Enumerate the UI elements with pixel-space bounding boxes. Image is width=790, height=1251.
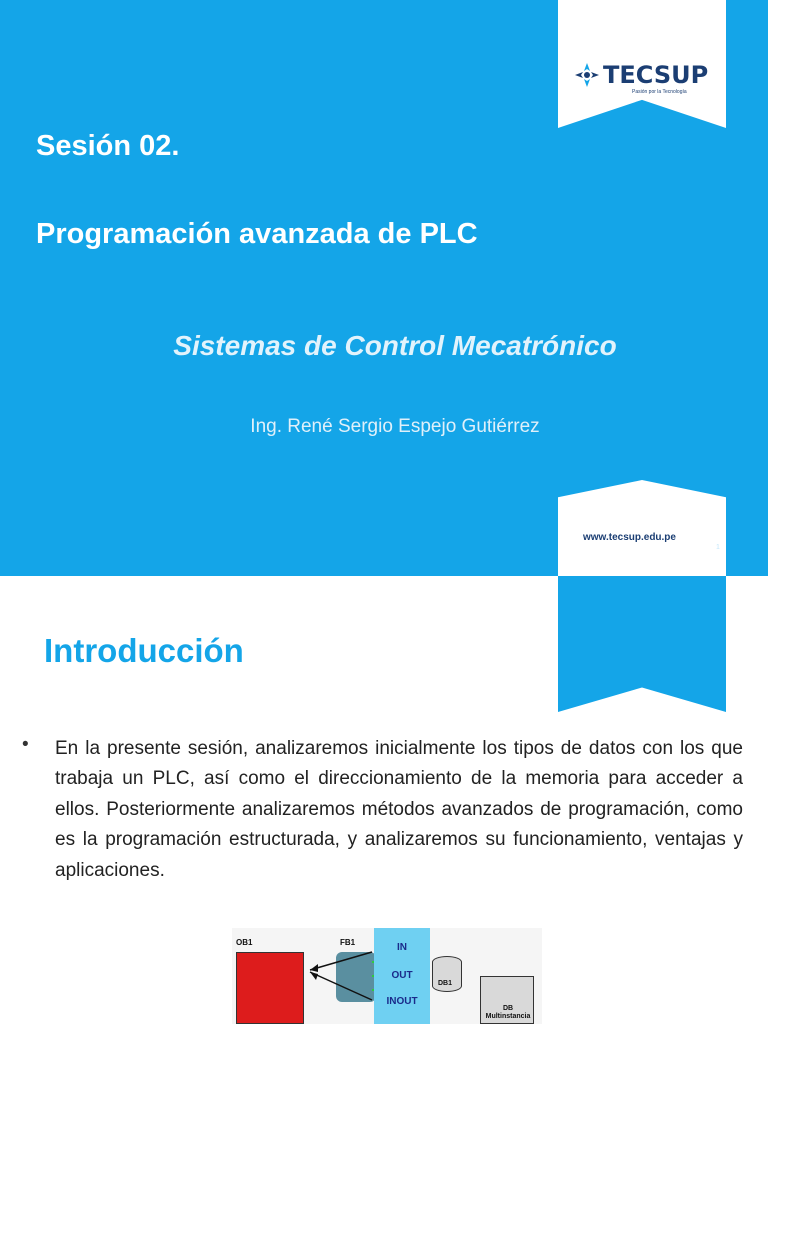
intro-paragraph: En la presente sesión, analizaremos inicialmente los tipos de datos con los que trabaja un PLC, así como el direccionamiento de la memoria para acceder a ellos. Posteriormente analizaremos métodos avanzados de programación, como es la programación estructurada, y analizaremos su funcionamiento, ventajas y aplicaciones. (55, 738, 743, 881)
tecsup-mark-icon (574, 62, 600, 88)
tecsup-logo (574, 61, 709, 95)
arrow-inout (310, 972, 372, 1000)
intro-slide (0, 576, 768, 1251)
logo-text: TECSUP (603, 61, 709, 89)
session-title: Sesión 02. (36, 130, 180, 162)
db1-label: DB1 (438, 980, 453, 987)
tecsup-logo (578, 1217, 713, 1251)
title-slide (0, 0, 768, 576)
program-structure-diagram (232, 928, 542, 1024)
db-multinstance-label: DB Multinstancia (485, 1005, 531, 1020)
website-url: www.tecsup.edu.pe (583, 532, 676, 543)
arrow-in (310, 952, 372, 970)
ob1-label: OB1 (236, 938, 253, 947)
logo-tab (558, 576, 726, 712)
db-multinstance-block (480, 976, 534, 1024)
interface-block (374, 928, 430, 1024)
author-name: Ing. René Sergio Espejo Gutiérrez (250, 416, 540, 437)
course-name: Sistemas de Control Mecatrónico (173, 330, 617, 361)
arrow-head-inout (310, 972, 318, 980)
logo-text: TECSUP (607, 1217, 713, 1245)
iface-in-label: IN (397, 942, 407, 953)
footer-tab (558, 480, 726, 576)
session-subtitle: Programación avanzada de PLC (36, 218, 478, 250)
fb1-label: FB1 (340, 938, 356, 947)
tecsup-mark-icon (578, 1218, 604, 1244)
page-number: 1 (716, 544, 720, 551)
iface-inout-label: INOUT (386, 996, 418, 1007)
logo-tagline: Pasión por la Tecnología (636, 1245, 691, 1251)
bullet-marker: • (22, 734, 29, 755)
section-heading: Introducción (44, 632, 244, 669)
iface-out-label: OUT (391, 970, 413, 981)
arrow-head-in (310, 964, 318, 972)
logo-tagline: Pasión por la Tecnología (632, 89, 687, 95)
